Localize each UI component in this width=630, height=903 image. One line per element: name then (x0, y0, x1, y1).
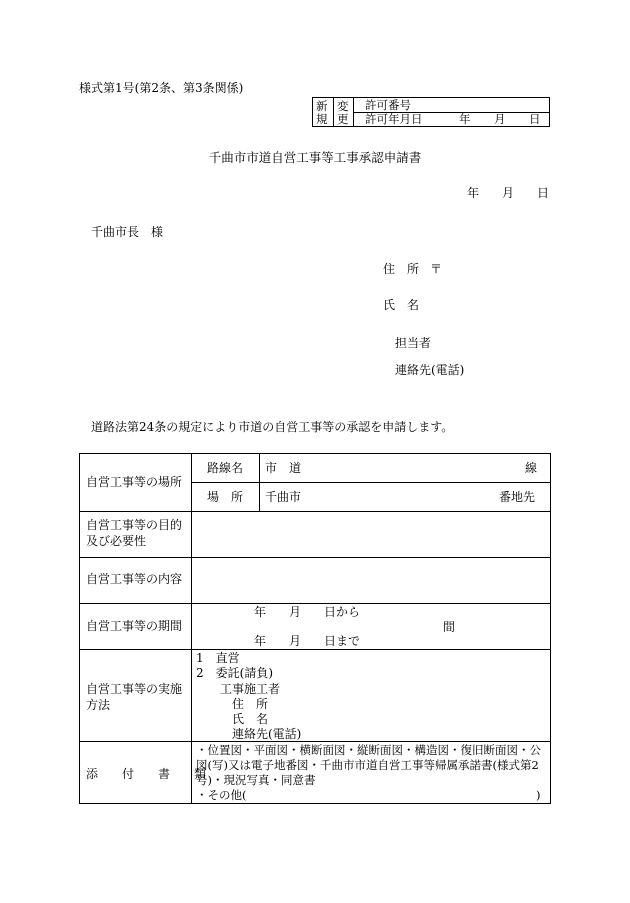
permit-box-divider (333, 98, 334, 126)
contact-person-label: 担当者 (395, 336, 432, 350)
method-direct: 1 直営 (196, 651, 240, 665)
place-label: 場 所 (207, 490, 244, 504)
place-suffix: 番地先 (499, 490, 536, 504)
attachments-line3: 号)・現況写真・同意書 (196, 773, 316, 787)
applicant-address-label: 住 所 (383, 262, 420, 276)
permit-box (312, 97, 550, 127)
location-inner-divider (191, 482, 550, 483)
period-label: 自営工事等の期間 (86, 619, 183, 633)
method-address: 住 所 (232, 697, 269, 711)
row-divider (80, 603, 550, 604)
row-divider (80, 557, 550, 558)
method-name: 氏 名 (232, 712, 269, 726)
permit-month: 月 (494, 112, 506, 126)
permit-date-label: 許可年月日 (365, 112, 423, 126)
attachments-label: 添 付 書 類 (86, 767, 207, 781)
attachments-line1: ・位置図・平面図・横断面図・縦断面図・構造図・復旧断面図・公 (196, 743, 541, 757)
date-month: 月 (502, 186, 515, 200)
date-day: 日 (537, 186, 550, 200)
new-char-1: 新 (316, 99, 328, 113)
attachments-line2: 図(写)又は電子地番図・千曲市市道自営工事等帰属承諾書(様式第2 (196, 758, 539, 772)
change-char-2: 更 (337, 112, 349, 126)
postal-mark: 〒 (430, 262, 443, 276)
method-phone: 連絡先(電話) (232, 727, 302, 741)
applicant-name-label: 氏 名 (383, 298, 420, 312)
attachments-other: ・その他( (196, 788, 247, 802)
period-from-day: 日から (324, 605, 361, 619)
period-from-year: 年 (254, 605, 267, 619)
method-label-line1: 自営工事等の実施 (86, 682, 183, 696)
form-number: 様式第1号(第2条、第3条関係) (79, 81, 244, 95)
page-title: 千曲市市道自営工事等工事承認申請書 (208, 150, 422, 165)
label-column-divider (191, 454, 192, 803)
row-divider (80, 649, 550, 650)
method-contract: 2 委託(請負) (196, 666, 273, 680)
permit-day: 日 (529, 112, 541, 126)
place-city: 千曲市 (265, 490, 302, 504)
application-table (79, 453, 551, 804)
statement: 道路法第24条の規定により市道の自営工事等の承認を申請します。 (91, 420, 454, 434)
purpose-label-line1: 自営工事等の目的 (86, 518, 183, 532)
route-name-label: 路線名 (207, 461, 244, 475)
date-year: 年 (467, 186, 480, 200)
method-contractor: 工事施工者 (220, 682, 281, 696)
content-label: 自営工事等の内容 (86, 572, 183, 586)
period-to-day: 日まで (324, 634, 361, 648)
period-from-month: 月 (289, 605, 302, 619)
purpose-label-line2: 及び必要性 (86, 534, 147, 548)
period-to-year: 年 (254, 634, 267, 648)
row-divider (80, 511, 550, 512)
row-divider (80, 741, 550, 742)
permit-number-label: 許可番号 (365, 98, 411, 112)
period-to-month: 月 (289, 634, 302, 648)
method-label-line2: 方法 (86, 698, 111, 712)
addressee: 千曲市長 様 (91, 225, 164, 239)
route-prefix: 市 道 (265, 461, 302, 475)
route-suffix: 線 (525, 461, 538, 475)
attachments-other-close: ) (536, 788, 541, 802)
applicant-phone-label: 連絡先(電話) (395, 363, 465, 377)
location-sub-divider (259, 454, 260, 511)
period-between: 間 (443, 620, 456, 634)
permit-year: 年 (459, 112, 471, 126)
new-char-2: 規 (316, 112, 328, 126)
change-char-1: 変 (337, 99, 349, 113)
location-label: 自営工事等の場所 (86, 475, 183, 489)
